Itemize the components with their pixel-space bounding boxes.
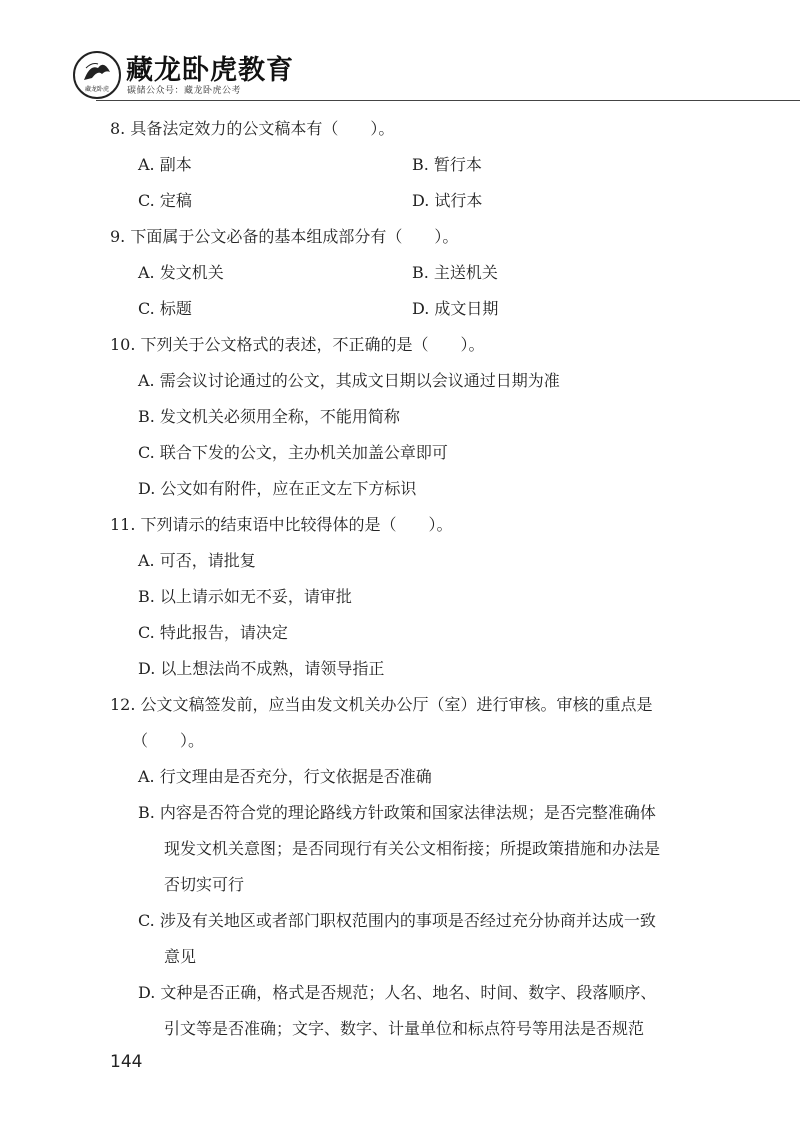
answer-option: D. 以上想法尚不成熟，请领导指正 (138, 659, 385, 678)
question-stem: 10. 下列关于公文格式的表述，不正确的是（ ）。 (110, 335, 485, 354)
question-stem: （ ）。 (132, 731, 205, 750)
answer-option: B. 内容是否符合党的理论路线方针政策和国家法律法规；是否完整准确体 (138, 803, 656, 822)
answer-option: C. 特此报告，请决定 (138, 623, 288, 642)
brand-subtitle: 碳储公众号：藏龙卧虎公考 (127, 86, 242, 96)
answer-option-continued: 现发文机关意图；是否同现行有关公文相衔接；所提政策措施和办法是 (164, 839, 661, 858)
brand-name: 藏龙卧虎教育 (126, 55, 294, 86)
page-header (0, 0, 800, 104)
question-stem: 9. 下面属于公文必备的基本组成部分有（ ）。 (110, 227, 459, 246)
header-divider (96, 100, 800, 101)
answer-option: C. 涉及有关地区或者部门职权范围内的事项是否经过充分协商并达成一致 (138, 911, 656, 930)
answer-option: D. 公文如有附件，应在正文左下方标识 (138, 479, 417, 498)
answer-option: C. 标题 (138, 299, 192, 318)
answer-option-continued: 意见 (164, 947, 197, 966)
question-stem: 12. 公文文稿签发前，应当由发文机关办公厅（室）进行审核。审核的重点是 (110, 695, 653, 714)
answer-option: A. 需会议讨论通过的公文，其成文日期以会议通过日期为准 (138, 371, 560, 390)
answer-option: A. 副本 (138, 155, 192, 174)
answer-option: B. 发文机关必须用全称，不能用简称 (138, 407, 400, 426)
answer-option: C. 联合下发的公文，主办机关加盖公章即可 (138, 443, 448, 462)
answer-option: A. 可否，请批复 (138, 551, 256, 570)
question-stem: 11. 下列请示的结束语中比较得体的是（ ）。 (110, 515, 453, 534)
answer-option: D. 试行本 (412, 191, 483, 210)
answer-option: B. 以上请示如无不妥，请审批 (138, 587, 352, 606)
logo-icon (72, 50, 122, 100)
page-number: 144 (110, 1052, 143, 1072)
question-stem: 8. 具备法定效力的公文稿本有（ ）。 (110, 119, 395, 138)
answer-option: A. 行文理由是否充分，行文依据是否准确 (138, 767, 432, 786)
answer-option: C. 定稿 (138, 191, 192, 210)
answer-option: D. 文种是否正确，格式是否规范；人名、地名、时间、数字、段落顺序、 (138, 983, 657, 1002)
answer-option: B. 主送机关 (412, 263, 498, 282)
answer-option-continued: 引文等是否准确；文字、数字、计量单位和标点符号等用法是否规范 (164, 1019, 645, 1038)
logo-text: 藏龙卧虎 (84, 86, 110, 93)
answer-option: B. 暂行本 (412, 155, 482, 174)
answer-option-continued: 否切实可行 (164, 875, 245, 894)
answer-option: A. 发文机关 (138, 263, 224, 282)
answer-option: D. 成文日期 (412, 299, 499, 318)
